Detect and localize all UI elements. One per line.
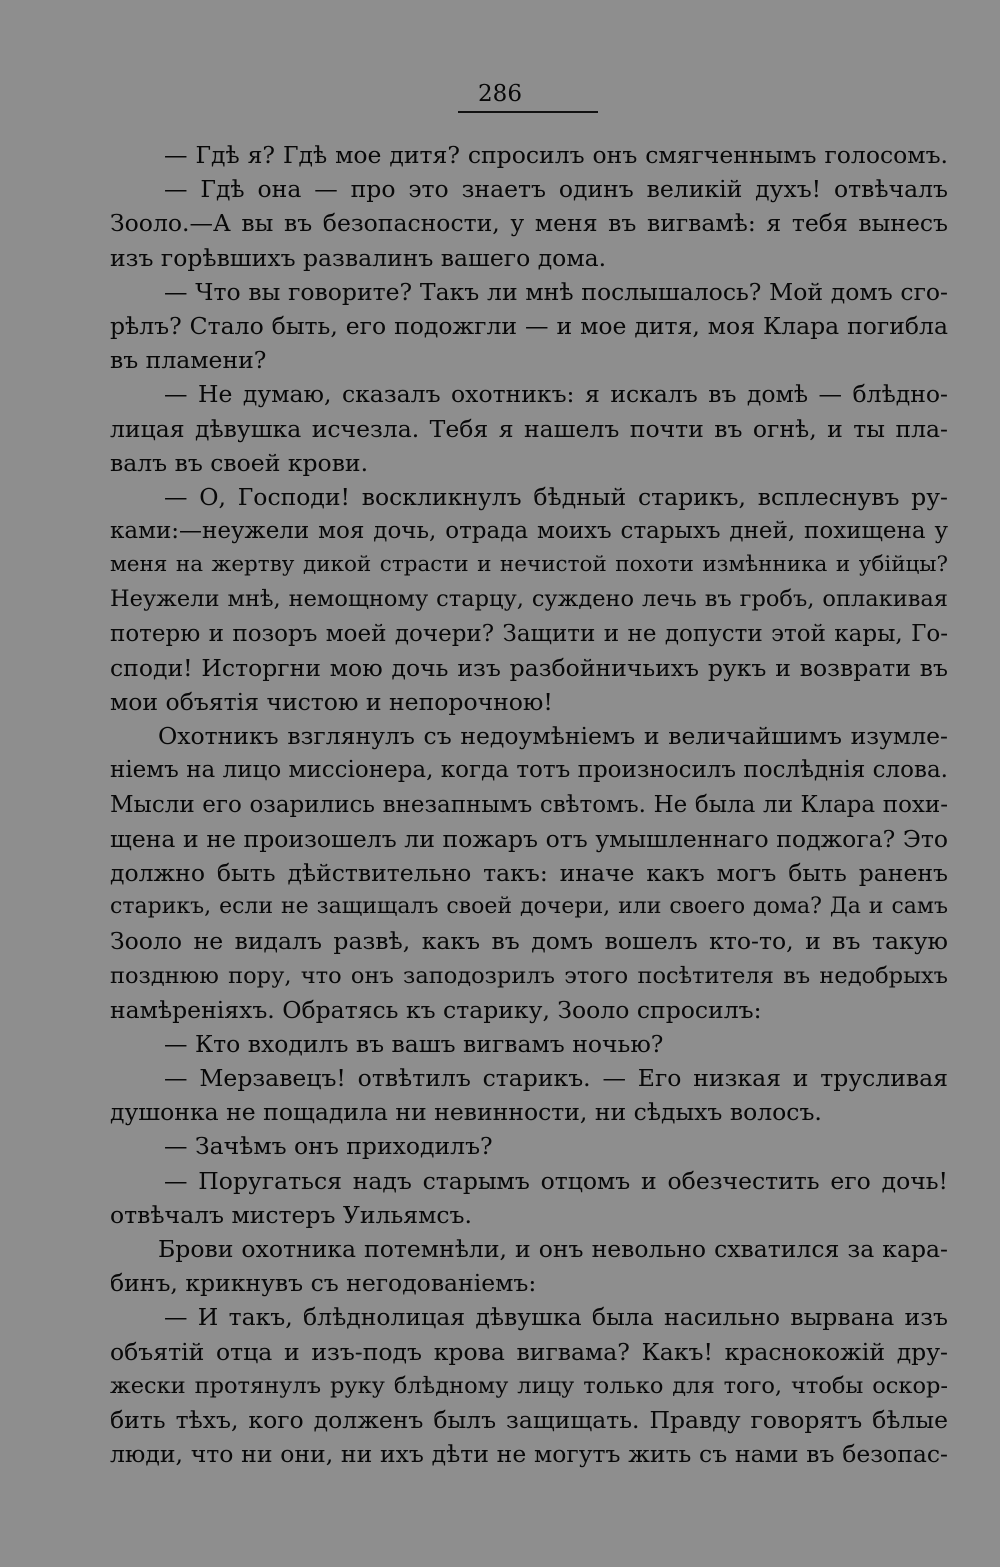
text-line: старикъ, если не защищалъ своей дочери, или своего дома? Да и самъ: [110, 894, 948, 920]
text-line: позднюю пору, что онъ заподозрилъ этого посѣтителя въ недобрыхъ: [110, 962, 948, 989]
text-line: ками:—неужели моя дочь, отрада моихъ старыхъ дней, похищена у: [110, 518, 948, 545]
text-line: щена и не произошелъ ли пожаръ отъ умышленнаго поджога? Это: [110, 824, 948, 853]
text-line: бить тѣхъ, кого долженъ былъ защищать. Правду говорятъ бѣлые: [110, 1405, 948, 1434]
text-line: — Мерзавецъ! отвѣтилъ старикъ. — Его низкая и трусливая: [164, 1064, 948, 1093]
text-line: лицая дѣвушка исчезла. Тебя я нашелъ почти въ огнѣ, и ты пла-: [110, 414, 948, 443]
text-line: отвѣчалъ мистеръ Уильямсъ.: [110, 1200, 472, 1229]
text-line: Неужели мнѣ, немощному старцу, суждено лечь въ гробъ, оплакивая: [110, 586, 948, 613]
text-line: изъ горѣвшихъ развалинъ вашего дома.: [110, 243, 607, 272]
text-line: жески протянулъ руку блѣдному лицу только для того, чтобы оскор-: [110, 1372, 948, 1399]
text-line: — Зачѣмъ онъ приходилъ?: [164, 1132, 493, 1161]
text-line: — Гдѣ я? Гдѣ мое дитя? спросилъ онъ смягченнымъ голосомъ.: [164, 141, 948, 169]
text-line: объятій отца и изъ-подъ крова вигвама? Какъ! краснокожій дру-: [110, 1337, 948, 1366]
text-line: меня на жертву дикой страсти и нечистой похоти измѣнника и убійцы?: [110, 552, 948, 578]
text-line: — О, Господи! воскликнулъ бѣдный старикъ, всплеснувъ ру-: [164, 482, 948, 511]
text-line: Зооло.—А вы въ безопасности, у меня въ вигвамѣ: я тебя вынесъ: [110, 209, 948, 238]
text-line: душонка не пощадила ни невинности, ни сѣдыхъ волосъ.: [110, 1098, 822, 1127]
text-line: Мысли его озарились внезапнымъ свѣтомъ. Не была ли Клара похи-: [110, 791, 948, 818]
text-line: намѣреніяхъ. Обратясь къ старику, Зооло спросилъ:: [110, 995, 762, 1024]
text-line: ніемъ на лицо миссіонера, когда тотъ произносилъ послѣднія слова.: [110, 757, 948, 784]
text-line: въ пламени?: [110, 346, 267, 375]
text-line: Охотникъ взглянулъ съ недоумѣніемъ и величайшимъ изумле-: [158, 722, 948, 751]
text-line: бинъ, крикнувъ съ негодованіемъ:: [110, 1269, 537, 1298]
text-line: валъ въ своей крови.: [110, 448, 369, 477]
text-line: — Поругаться надъ старымъ отцомъ и обезчестить его дочь!: [164, 1166, 948, 1195]
text-line: — И такъ, блѣднолицая дѣвушка была насильно вырвана изъ: [164, 1303, 948, 1332]
text-line: Зооло не видалъ развѣ, какъ въ домъ вошелъ кто-то, и въ такую: [110, 927, 948, 956]
text-line: мои объятія чистою и непорочною!: [110, 688, 553, 716]
text-line: потерю и позоръ моей дочери? Защити и не допусти этой кары, Го-: [110, 620, 948, 647]
text-line: — Что вы говорите? Такъ ли мнѣ послышалось? Мой домъ сго-: [164, 277, 948, 306]
text-line: рѣлъ? Стало быть, его подожгли — и мое дитя, моя Клара погибла: [110, 311, 948, 340]
page-number: 286: [478, 81, 522, 107]
header-rule: [458, 111, 598, 113]
body-text: [110, 138, 948, 1558]
text-line: — Гдѣ она — про это знаетъ одинъ великій духъ! отвѣчалъ: [164, 175, 948, 204]
text-line: споди! Исторгни мою дочь изъ разбойничьихъ рукъ и возврати въ: [110, 653, 948, 682]
text-line: должно быть дѣйствительно такъ: иначе какъ могъ быть раненъ: [110, 858, 948, 887]
text-line: — Не думаю, сказалъ охотникъ: я искалъ въ домѣ — блѣдно-: [164, 380, 948, 409]
text-line: — Кто входилъ въ вашъ вигвамъ ночью?: [164, 1029, 664, 1058]
text-line: Брови охотника потемнѣли, и онъ невольно схватился за кара-: [158, 1235, 948, 1263]
text-line: люди, что ни они, ни ихъ дѣти не могутъ жить съ нами въ безопас-: [110, 1440, 948, 1469]
